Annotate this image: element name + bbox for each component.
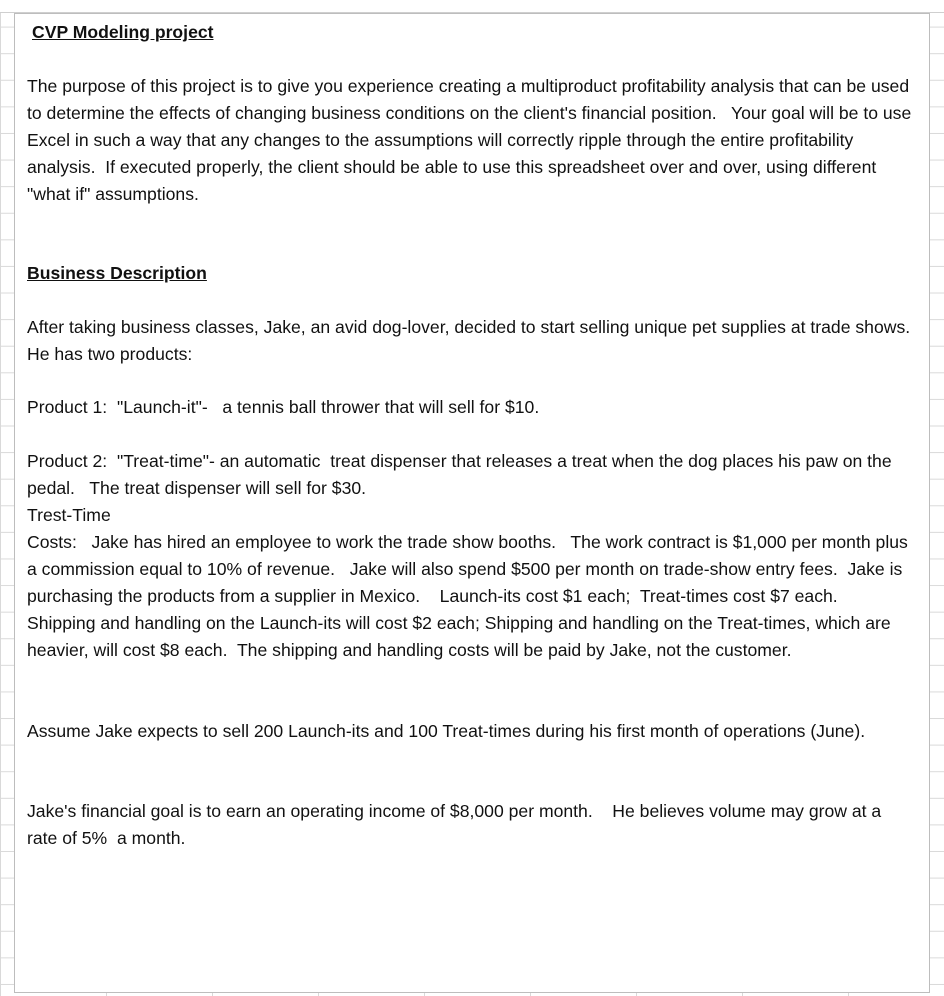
product-2-paragraph: Product 2: "Treat-time"- an automatic treat dispenser that releases a treat when the dog places his paw on the pedal. The treat dispenser will sell for $30. [27,451,897,498]
project-text-box[interactable] [14,13,930,993]
assumption-paragraph: Assume Jake expects to sell 200 Launch-its and 100 Treat-times during his first month of operations (June). [27,721,866,741]
business-description-heading: Business Description [27,263,207,283]
project-title: CVP Modeling project [32,22,214,42]
goal-paragraph: Jake's financial goal is to earn an operating income of $8,000 per month. He believes volume may grow at a rate of 5% a month. [27,801,887,848]
costs-paragraph: Costs: Jake has hired an employee to work the trade show booths. The work contract is $1,000 per month plus a commission equal to 10% of revenue. Jake will also spend $500 per month on trade-show entry fees. Jake is purchasing the products from a supplier in Mexico. Launch-its cost $1 each; Treat-times cost $7 each. Shipping and handling on the Launch-its will cost $2 each; Shipping and handling on the Treat-times, which are heavier, will cost $8 each. The shipping and handling costs will be paid by Jake, not the customer. [27,532,913,660]
intro-paragraph: After taking business classes, Jake, an avid dog-lover, decided to start selling unique pet supplies at trade shows. He has two products: [27,317,920,364]
column-header-strip [0,0,944,13]
product-1-paragraph: Product 1: "Launch-it"- a tennis ball thrower that will sell for $10. [27,397,540,417]
trest-time-line: Trest-Time [27,505,111,525]
purpose-paragraph: The purpose of this project is to give you experience creating a multiproduct profitability analysis that can be used to determine the effects of changing business conditions on the client's financial position. Your goal will be to use Excel in such a way that any changes to the assumptions will correctly ripple through the entire profitability analysis. If executed properly, the client should be able to use this spreadsheet over and over, using different "what if" assumptions. [27,76,917,204]
